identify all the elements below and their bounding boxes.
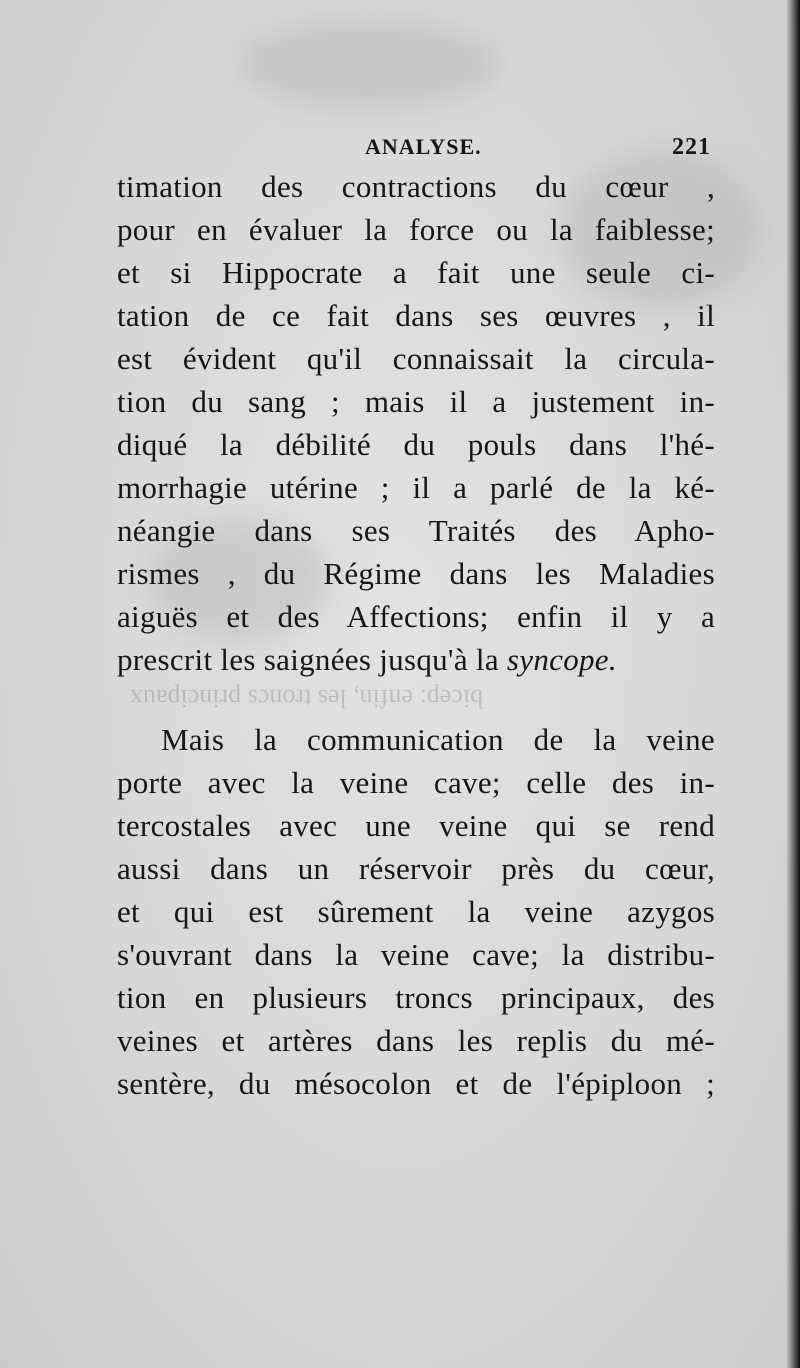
page-number: 221	[672, 134, 711, 160]
text-line: aussi dans un réservoir près du cœur,	[117, 851, 715, 886]
stain	[240, 20, 500, 110]
text-line: pour en évaluer la force ou la faiblesse;	[117, 212, 715, 247]
text-line: aiguës et des Affections; enfin il y a	[117, 599, 715, 634]
text-line-last	[117, 638, 715, 681]
paragraph-gap	[117, 681, 715, 718]
show-through-text: bicep: enfin, les troncs principaux	[130, 684, 484, 713]
paragraph-2	[117, 718, 715, 1105]
text-line: sentère, du mésocolon et de l'épiploon ;	[117, 1066, 715, 1101]
text-line: tercostales avec une veine qui se rend	[117, 808, 715, 843]
text-line: est évident qu'il connaissait la circula-	[117, 341, 715, 376]
text-line: timation des contractions du cœur ,	[117, 169, 715, 204]
running-head: ANALYSE.	[365, 134, 482, 159]
text-line: porte avec la veine cave; celle des in-	[117, 765, 715, 800]
italic-word: syncope.	[506, 642, 617, 677]
text-line: rismes , du Régime dans les Maladies	[117, 556, 715, 591]
text-line: et si Hippocrate a fait une seule ci-	[117, 255, 715, 290]
body-text	[117, 165, 715, 1105]
text-line: diqué la débilité du pouls dans l'hé-	[117, 427, 715, 462]
text-line: néangie dans ses Traités des Apho-	[117, 513, 715, 548]
text-line: tion en plusieurs troncs principaux, des	[117, 980, 715, 1015]
text-line: Mais la communication de la veine	[161, 722, 715, 757]
text-line: tion du sang ; mais il a justement in-	[117, 384, 715, 419]
page-edge-shadow	[786, 0, 800, 1368]
text-line: tation de ce fait dans ses œuvres , il	[117, 298, 715, 333]
text-line: et qui est sûrement la veine azygos	[117, 894, 715, 929]
text-line: s'ouvrant dans la veine cave; la distribu-	[117, 937, 715, 972]
text-line: veines et artères dans les replis du mé-	[117, 1023, 715, 1058]
text-line: morrhagie utérine ; il a parlé de la ké-	[117, 470, 715, 505]
page-header	[117, 134, 713, 164]
last-line-text: prescrit les saignées jusqu'à la	[117, 642, 499, 677]
paragraph-1	[117, 165, 715, 681]
